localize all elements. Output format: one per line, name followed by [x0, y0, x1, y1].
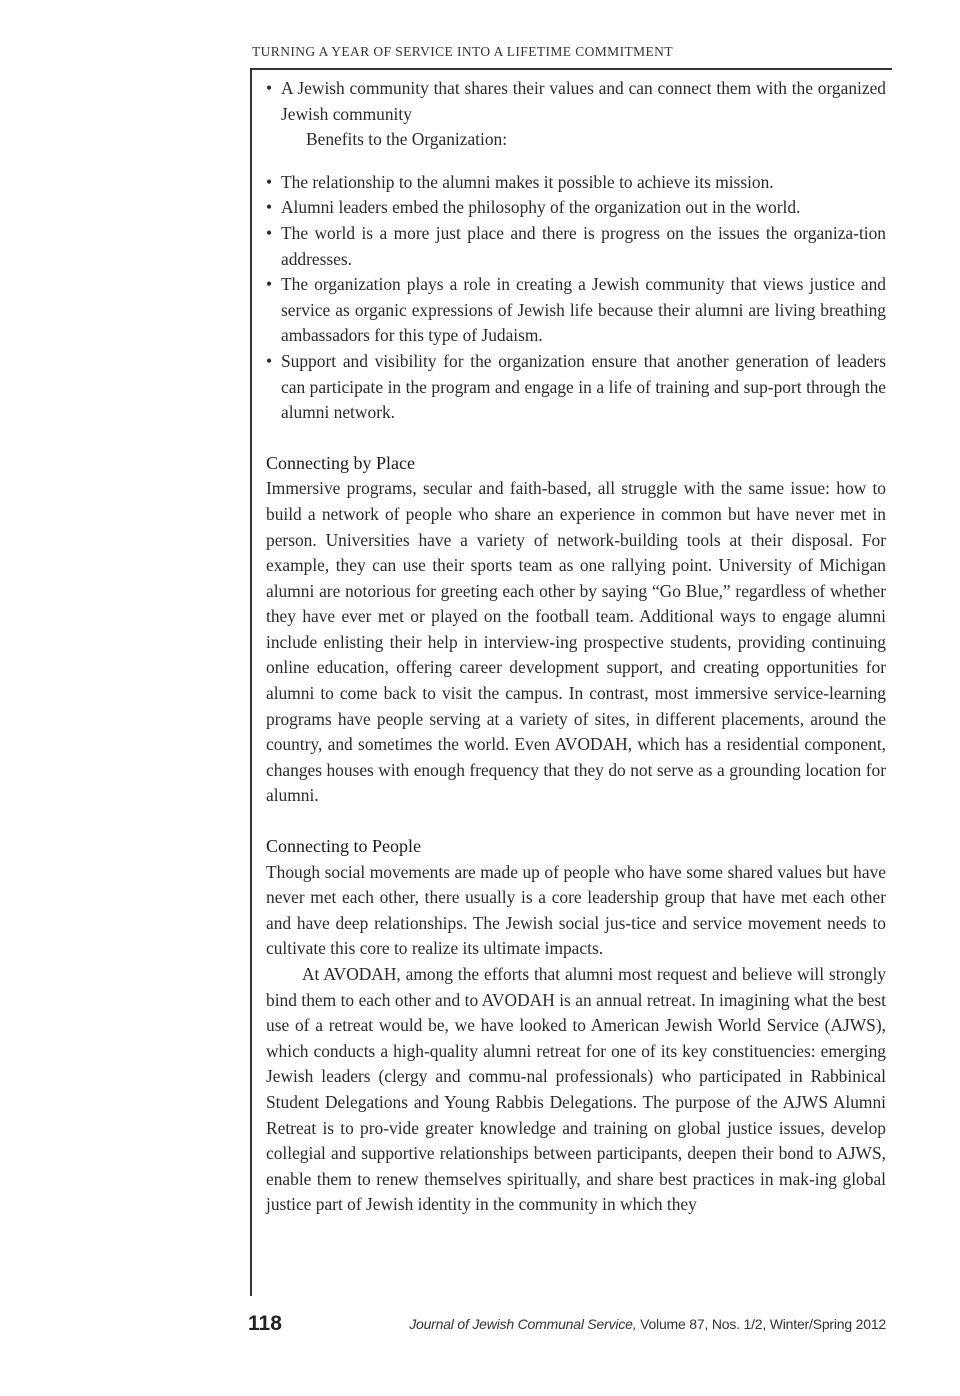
list-item: • The organization plays a role in creating a Jewish community that views justice and service as organic expressions of Jewish life because their alumni are living breathing ambassadors for this type of Judaism. [266, 272, 886, 349]
section-place-body: Immersive programs, secular and faith-based, all struggle with the same issue: how to build a network of people who share an experience in common but have never met in person. Universities have a variety of network-building tools at their disposal. For example, they can use their sports team as one rallying point. University of Michigan alumni are notorious for greeting each other by saying “Go Blue,” regardless of whether they have ever met or played on the football team. Additional ways to engage alumni include enlisting their help in interview-ing prospective students, providing continuing online education, offering career development support, and creating opportunities for alumni to come back to visit the campus. In contrast, most immersive service-learning programs have people serving at a variety of sites, in different placements, around the country, and sometimes the world. Even AVODAH, which has a residential component, changes houses with enough frequency that they do not serve as a grounding location for alumni. [266, 478, 886, 806]
section-people-para-2: At AVODAH, among the efforts that alumni most request and believe will strongly bind them to each other and to AVODAH is an annual retreat. In imagining what the best use of a retreat would be, we have looked to American Jewish World Service (AJWS), which conducts a high-quality alumni retreat for one of its key constituencies: emerging Jewish leaders (clergy and commu-nal professionals) who participated in Rabbinical Student Delegations and Young Rabbis Delegations. The purpose of the AJWS Alumni Retreat is to pro-vide greater knowledge and training on global justice issues, develop collegial and supportive relationships between participants, deepen their bond to AJWS, enable them to renew themselves spiritually, and share best practices in mak-ing global justice part of Jewish identity in the community in which they [266, 964, 886, 1215]
list-item: • The world is a more just place and there is progress on the issues the organiza-tion addresses. [266, 221, 886, 272]
section-heading-people: Connecting to People [266, 836, 421, 857]
running-head: TURNING A YEAR OF SERVICE INTO A LIFETIME COMMITMENT [252, 44, 673, 59]
org-benefits-list [266, 170, 886, 426]
top-rule [252, 68, 892, 70]
footer-citation [409, 1316, 886, 1332]
journal-issue: Volume 87, Nos. 1/2, Winter/Spring 2012 [636, 1316, 886, 1332]
list-item: • Alumni leaders embed the philosophy of the organization out in the world. [266, 195, 886, 221]
section-heading-place: Connecting by Place [266, 452, 415, 473]
section-people-para-1: Though social movements are made up of people who have some shared values but have never met each other, there usually is a core leadership group that have met each other and have deep relationships. The Jewish social jus-tice and service movement needs to cultivate this core to realize its ultimate impacts. [266, 861, 886, 959]
journal-title: Journal of Jewish Communal Service, [409, 1316, 637, 1332]
left-rule [250, 68, 252, 1296]
article-body [266, 76, 886, 1218]
page-number: 118 [248, 1312, 282, 1335]
benefits-subhead: Benefits to the Organization: [306, 129, 508, 150]
list-item: • Support and visibility for the organization ensure that another generation of leaders can participate in the program and engage in a life of training and sup-port through the alumni network. [266, 349, 886, 426]
intro-bullet-list [266, 76, 886, 127]
list-item: • The relationship to the alumni makes it possible to achieve its mission. [266, 170, 886, 196]
list-item: • A Jewish community that shares their values and can connect them with the organized Jewish community [266, 76, 886, 127]
